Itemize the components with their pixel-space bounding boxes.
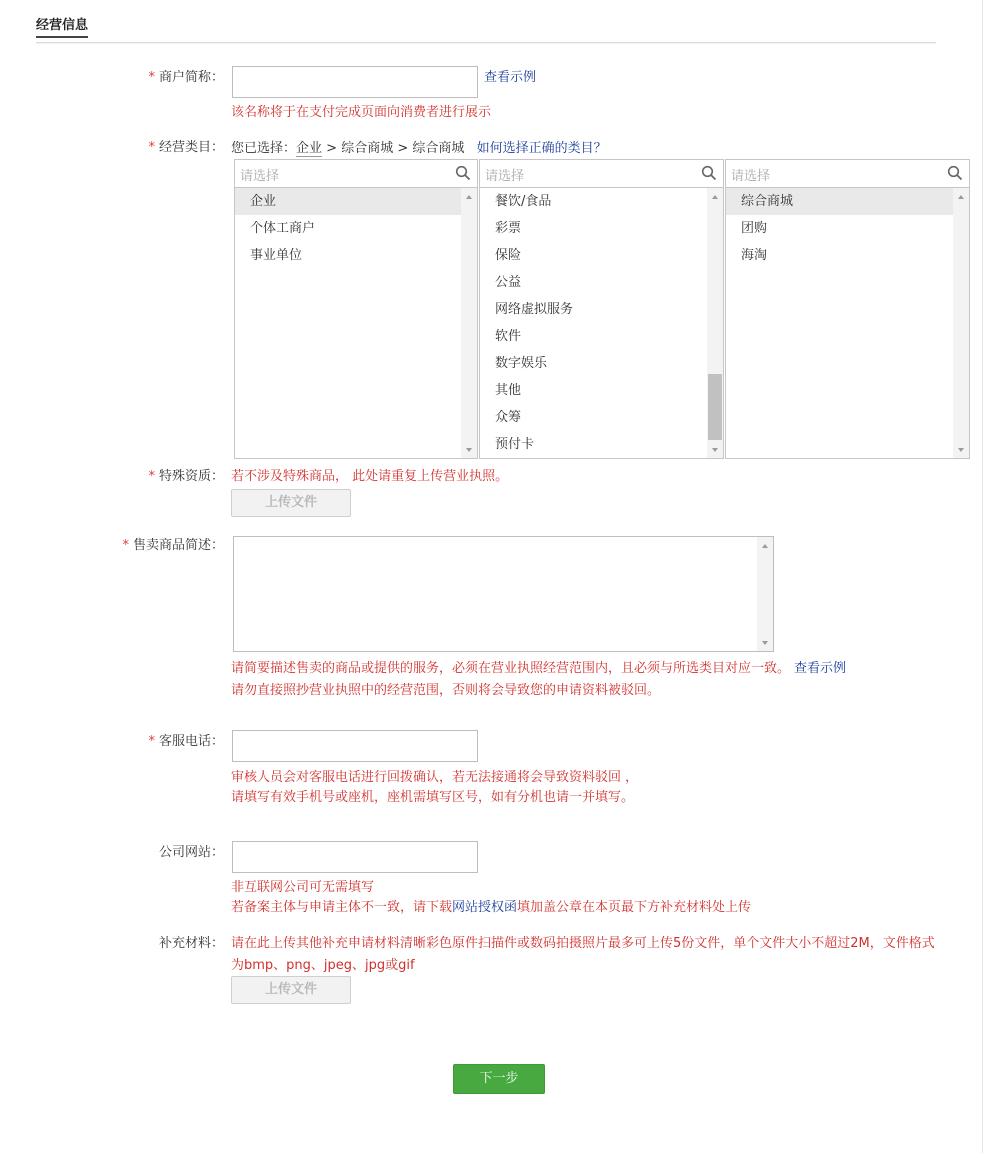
required-mark: * bbox=[148, 70, 155, 85]
section-title: 经营信息 bbox=[36, 18, 89, 33]
scrollbar[interactable] bbox=[707, 188, 723, 458]
section-divider-shadow bbox=[36, 43, 936, 44]
product-description-textarea[interactable] bbox=[233, 536, 774, 652]
merchant-name-hint: 该名称将于在支付完成页面向消费者进行展示 bbox=[231, 105, 492, 120]
supplementary-upload-button[interactable]: 上传文件 bbox=[231, 976, 351, 1004]
merchant-name-label-text: 商户简称： bbox=[158, 70, 224, 85]
category-selected-path bbox=[231, 137, 607, 156]
service-phone-label bbox=[34, 730, 224, 749]
scroll-up-icon[interactable] bbox=[712, 195, 718, 199]
list-item[interactable]: 预付卡 bbox=[495, 437, 535, 452]
company-website-hint-line2 bbox=[231, 896, 751, 915]
required-mark: * bbox=[148, 469, 155, 484]
supplementary-label bbox=[34, 932, 224, 951]
special-qualification-label bbox=[34, 465, 224, 484]
company-website-hint-post: 填加盖公章在本页最下方补充材料处上传 bbox=[517, 900, 752, 915]
category-list-level1 bbox=[235, 188, 461, 458]
category-path-level1: 企业 bbox=[296, 141, 323, 156]
merchant-name-label bbox=[34, 66, 224, 85]
category-list-level2 bbox=[480, 188, 707, 458]
list-item[interactable]: 彩票 bbox=[495, 221, 522, 236]
category-help-link[interactable]: 如何选择正确的类目？ bbox=[476, 141, 607, 156]
category-picker-level2[interactable] bbox=[479, 159, 724, 459]
search-placeholder: 请选择 bbox=[240, 169, 280, 184]
company-website-label bbox=[34, 841, 224, 860]
search-placeholder: 请选择 bbox=[485, 169, 525, 184]
category-label bbox=[34, 136, 224, 155]
list-item[interactable]: 保险 bbox=[495, 248, 522, 263]
category-path-level2: 综合商城 bbox=[341, 141, 394, 156]
scroll-down-icon[interactable] bbox=[712, 448, 718, 452]
scrollbar[interactable] bbox=[757, 537, 773, 651]
list-item[interactable]: 个体工商户 bbox=[250, 221, 316, 236]
category-picker-level1[interactable] bbox=[234, 159, 478, 459]
next-step-button[interactable]: 下一步 bbox=[453, 1064, 545, 1094]
product-description-example-link[interactable]: 查看示例 bbox=[794, 661, 847, 676]
product-description-hint-line2: 请勿直接照抄营业执照中的经营范围，否则将会导致您的申请资料被驳回。 bbox=[231, 683, 661, 698]
list-item[interactable]: 企业 bbox=[235, 188, 461, 215]
product-description-label bbox=[34, 534, 224, 553]
list-item[interactable]: 数字娱乐 bbox=[495, 356, 548, 371]
list-item[interactable]: 餐饮/食品 bbox=[495, 194, 552, 209]
list-item[interactable]: 软件 bbox=[495, 329, 522, 344]
company-website-input[interactable] bbox=[232, 841, 478, 873]
special-qualification-upload-button[interactable]: 上传文件 bbox=[231, 489, 351, 517]
category-search-level2[interactable] bbox=[480, 160, 723, 188]
scroll-down-icon[interactable] bbox=[762, 641, 768, 645]
merchant-name-example-link[interactable]: 查看示例 bbox=[484, 70, 537, 85]
scrollbar[interactable] bbox=[461, 188, 477, 458]
category-list-level3 bbox=[726, 188, 953, 458]
page-edge-line bbox=[982, 0, 983, 1153]
service-phone-hint-line2: 请填写有效手机号或座机，座机需填写区号，如有分机也请一并填写。 bbox=[231, 790, 635, 805]
category-path-separator: > bbox=[397, 141, 409, 156]
service-phone-input[interactable] bbox=[232, 730, 478, 762]
service-phone-hint-line1: 审核人员会对客服电话进行回拨确认，若无法接通将会导致资料驳回 ， bbox=[231, 770, 639, 785]
required-mark: * bbox=[148, 140, 155, 155]
company-website-hint-pre: 若备案主体与申请主体不一致，请下载 bbox=[231, 900, 453, 915]
list-item[interactable]: 网络虚拟服务 bbox=[495, 302, 574, 317]
scroll-down-icon[interactable] bbox=[958, 448, 964, 452]
search-placeholder: 请选择 bbox=[731, 169, 771, 184]
category-label-text: 经营类目： bbox=[158, 140, 224, 155]
scrollbar[interactable] bbox=[953, 188, 969, 458]
category-path-separator: > bbox=[326, 141, 338, 156]
category-selected-prefix: 您已选择： bbox=[231, 141, 297, 156]
special-qualification-hint: 若不涉及特殊商品， 此处请重复上传营业执照。 bbox=[231, 469, 509, 484]
product-description-hint-line1 bbox=[231, 657, 846, 676]
section-title-underline bbox=[36, 36, 88, 38]
service-phone-label-text: 客服电话： bbox=[158, 734, 224, 749]
list-item[interactable]: 其他 bbox=[495, 383, 522, 398]
list-item[interactable]: 事业单位 bbox=[250, 248, 303, 263]
product-description-hint-text: 请简要描述售卖的商品或提供的服务，必须在营业执照经营范围内，且必须与所选类目对应一致。 bbox=[231, 661, 791, 676]
list-item[interactable]: 众筹 bbox=[495, 410, 522, 425]
required-mark: * bbox=[148, 734, 155, 749]
scroll-up-icon[interactable] bbox=[466, 195, 472, 199]
merchant-name-input[interactable] bbox=[232, 66, 478, 98]
category-path-level3: 综合商城 bbox=[412, 141, 465, 156]
company-website-hint-line1: 非互联网公司可无需填写 bbox=[231, 880, 375, 895]
scrollbar-thumb[interactable] bbox=[708, 374, 722, 440]
list-item[interactable]: 公益 bbox=[495, 275, 522, 290]
category-picker-level3[interactable] bbox=[725, 159, 970, 459]
supplementary-hint-line1: 请在此上传其他补充申请材料清晰彩色原件扫描件或数码拍摄照片最多可上传5份文件，单个文件大小不超过2M，文件格式 bbox=[231, 936, 935, 951]
authorization-letter-link[interactable]: 网站授权函 bbox=[452, 900, 518, 915]
special-qualification-label-text: 特殊资质： bbox=[158, 469, 224, 484]
company-website-label-text: 公司网站： bbox=[158, 845, 224, 860]
scroll-up-icon[interactable] bbox=[762, 544, 768, 548]
search-icon[interactable] bbox=[701, 165, 717, 181]
supplementary-hint-line2: 为bmp、png、jpeg、jpg或gif bbox=[231, 958, 415, 973]
supplementary-label-text: 补充材料： bbox=[158, 936, 224, 951]
list-item[interactable]: 海淘 bbox=[741, 248, 768, 263]
list-item[interactable]: 团购 bbox=[741, 221, 768, 236]
product-description-label-text: 售卖商品简述： bbox=[132, 538, 224, 553]
category-search-level1[interactable] bbox=[235, 160, 477, 188]
search-icon[interactable] bbox=[947, 165, 963, 181]
category-search-level3[interactable] bbox=[726, 160, 969, 188]
list-item[interactable]: 综合商城 bbox=[726, 188, 953, 215]
search-icon[interactable] bbox=[455, 165, 471, 181]
scroll-up-icon[interactable] bbox=[958, 195, 964, 199]
scroll-down-icon[interactable] bbox=[466, 448, 472, 452]
required-mark: * bbox=[122, 538, 129, 553]
